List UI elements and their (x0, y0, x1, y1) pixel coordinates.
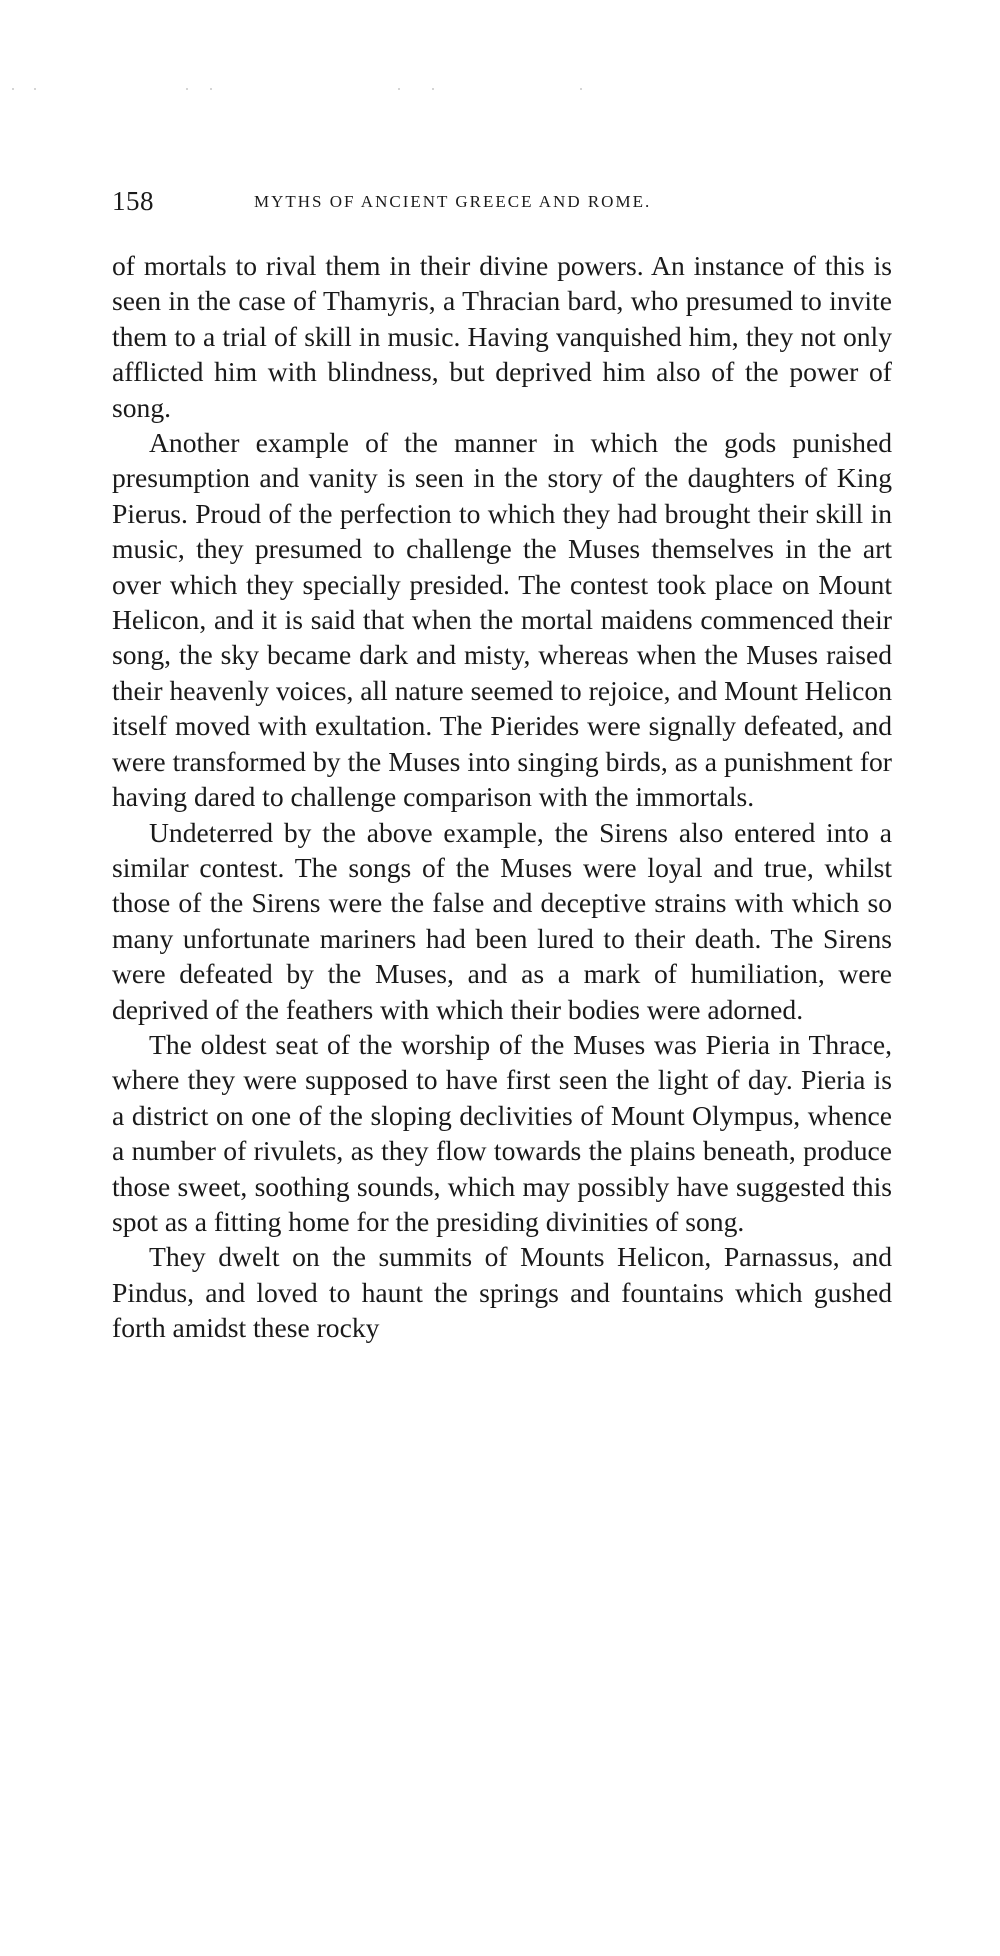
scan-dot (580, 88, 582, 90)
page-number: 158 (112, 186, 154, 216)
scan-dot (12, 88, 14, 90)
paragraph-4: The oldest seat of the worship of the Muses was Pieria in Thrace, where they were supposed to have first seen the light of day. Pieria is a district on one of the sloping declivities of Mount Olympus, whence a number of rivulets, as they flow towards the plains beneath, produce those sweet, soothing sounds, which may possibly have suggested this spot as a fitting home for the presiding divinities of song. (112, 1028, 892, 1237)
scan-dot (210, 88, 212, 90)
scan-dot (432, 88, 434, 90)
scan-dot (398, 88, 400, 90)
scan-dot (34, 88, 36, 90)
running-head: MYTHS OF ANCIENT GREECE AND ROME. (254, 192, 652, 211)
paragraph-1: of mortals to rival them in their divine powers. An instance of this is seen in the case of Thamyris, a Thracian bard, who presumed to invite them to a trial of skill in music. Having vanquished him, they not only afflicted him with blindness, but deprived him also of the power of song. (112, 250, 892, 423)
paragraph-2: Another example of the manner in which the gods punished presumption and vanity is seen in the story of the daughters of King Pierus. Proud of the perfection to which they had brought their skill in music, they presumed to challenge the Muses themselves in the art over which they specially presided. The contest took place on Mount Helicon, and it is said that when the mortal maidens commenced their song, the sky became dark and misty, whereas when the Muses raised their heavenly voices, all nature seemed to rejoice, and Mount Helicon itself moved with exultation. The Pierides were signally defeated, and were transformed by the Muses into singing birds, as a punishment for having dared to challenge comparison with the immortals. (112, 427, 893, 813)
paragraph-5: They dwelt on the summits of Mounts Helicon, Parnassus, and Pindus, and loved to haunt the springs and fountains which gushed forth amidst these rocky (112, 1241, 892, 1344)
paragraph-3: Undeterred by the above example, the Sirens also entered into a similar contest. The songs of the Muses were loyal and true, whilst those of the Sirens were the false and deceptive strains with which so many unfortunate mariners had been lured to their death. The Sirens were defeated by the Muses, and as a mark of humiliation, were deprived of the feathers with which their bodies were adorned. (112, 816, 892, 1025)
page-header (112, 186, 902, 222)
scan-artifact-dots (0, 88, 1000, 92)
body-text (112, 248, 892, 1346)
scan-dot (186, 88, 188, 90)
